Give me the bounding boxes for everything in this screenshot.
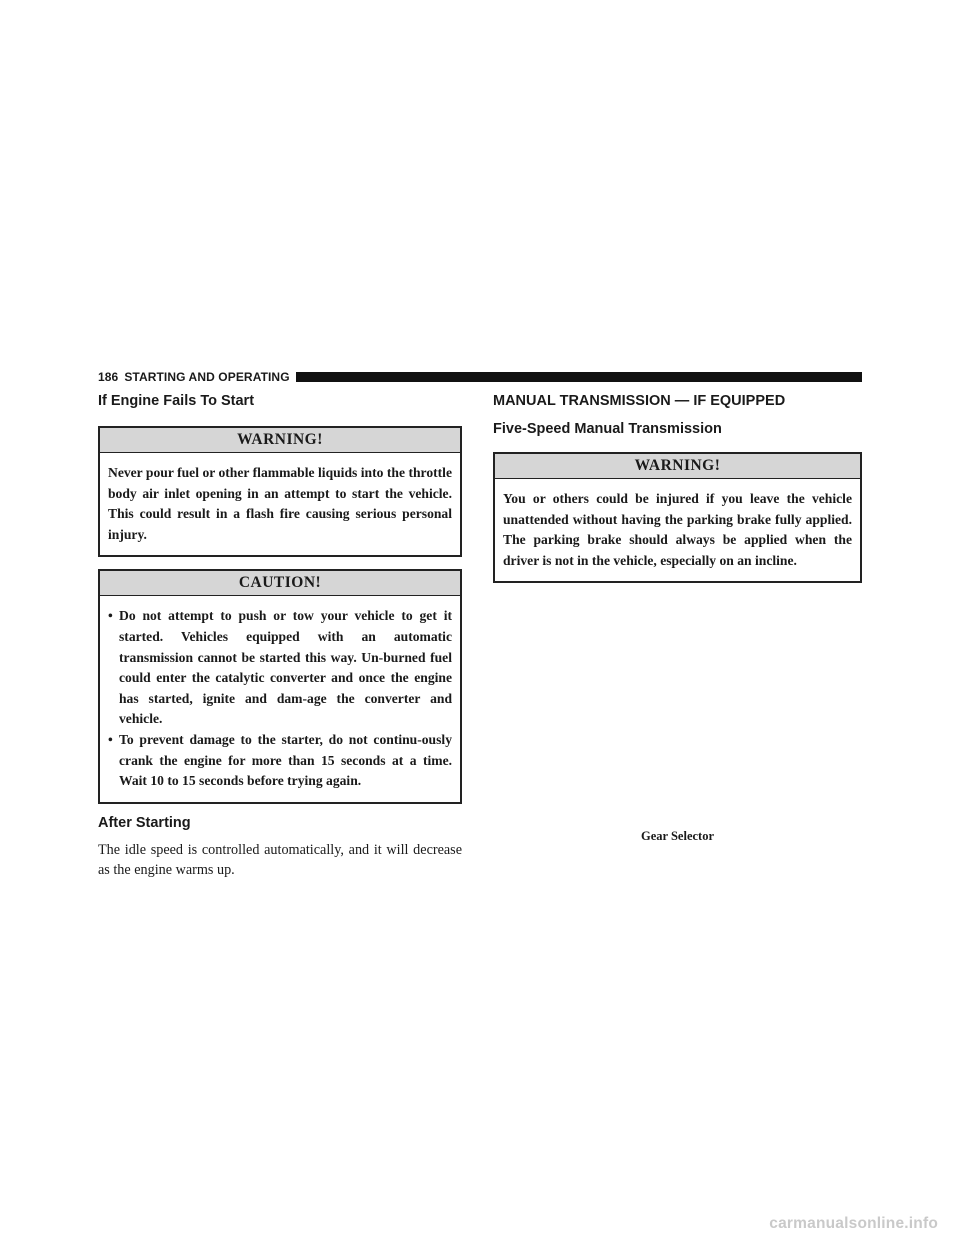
caution-body [100,596,460,801]
page-number: 186 [98,370,119,384]
warning-text: You or others could be injured if you leave the vehicle unattended without having the parking brake fully applied. The parking brake should always be applied when the driver is not in the vehicle, especially on an incline. [503,491,852,568]
after-starting-text: The idle speed is controlled automatically, and it will decrease as the engine warms up. [98,841,462,879]
warning-text: Never pour fuel or other flammable liquids into the throttle body air inlet opening in an attempt to start the vehicle. This could result in a flash fire causing serious personal injury. [108,465,452,542]
manual-transmission-heading: MANUAL TRANSMISSION — IF EQUIPPED [493,393,786,409]
section-title: STARTING AND OPERATING [124,370,290,384]
page-header [98,370,862,384]
warning-box-parking [493,452,862,583]
bullet-icon: • [108,731,113,747]
caution-list [108,606,452,791]
left-column [98,392,462,881]
header-rule [296,372,862,382]
caution-item-text: Do not attempt to push or tow your vehicle to get it started. Vehicles equipped with an automatic transmission cannot be started this way. Un-burned fuel could enter the catalytic converter and once the engine has started, ignite and dam-age the converter and vehicle. [119,608,452,727]
caution-item [108,730,452,792]
engine-fails-heading: If Engine Fails To Start [98,393,255,409]
caution-box [98,569,462,803]
watermark: carmanualsonline.info [769,1215,938,1232]
caution-item [108,606,452,730]
after-starting-heading: After Starting [98,814,191,831]
bullet-icon: • [108,608,113,624]
caution-title: CAUTION! [100,571,460,596]
figure-caption: Gear Selector [641,829,714,843]
right-column [493,392,862,583]
warning-title: WARNING! [100,428,460,453]
caution-item-text: To prevent damage to the starter, do not continu-ously crank the engine for more than 15 seconds at a time. Wait 10 to 15 seconds before trying again. [119,731,452,789]
warning-box-fuel [98,426,462,557]
five-speed-heading: Five-Speed Manual Transmission [493,421,722,437]
warning-title: WARNING! [495,454,860,479]
